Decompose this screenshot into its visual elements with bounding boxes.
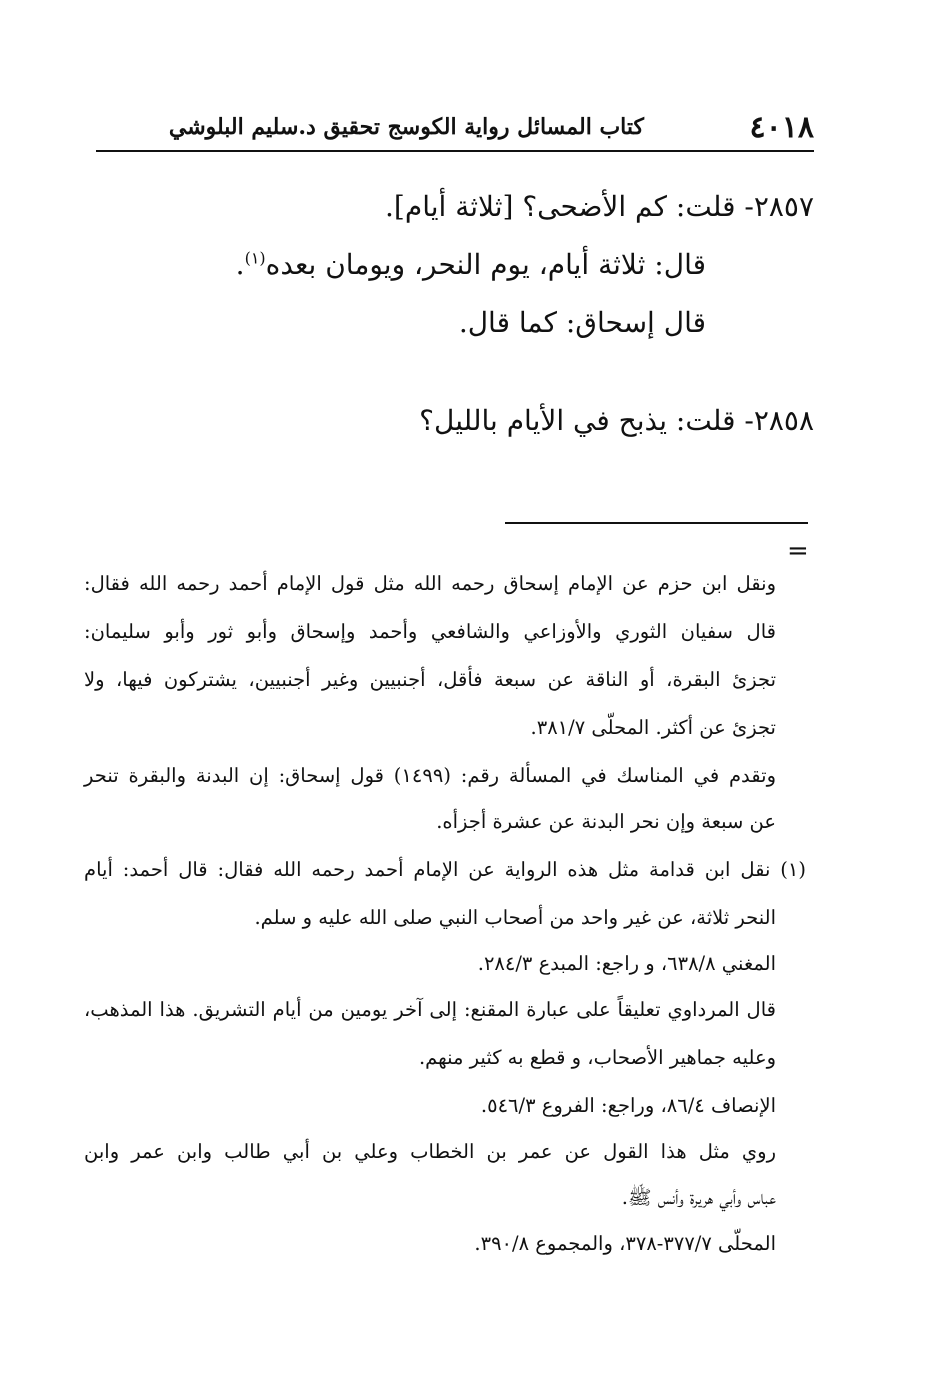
footnote-line: المغني ٦٣٨/٨، و راجع: المبدع ٢٨٤/٣. bbox=[477, 952, 776, 975]
ishaq-2857: قال إسحاق: كما قال. bbox=[458, 306, 706, 339]
running-title: كتاب المسائل رواية الكوسج تحقيق د.سليم البلوشي bbox=[168, 114, 644, 140]
footnote-line: ونقل ابن حزم عن الإمام إسحاق رحمه الله مثل قول الإمام أحمد رحمه الله فقال: bbox=[84, 572, 776, 595]
answer-2857-end: . bbox=[235, 248, 245, 281]
footnote-line: عن سبعة وإن نحر البدنة عن عشرة أجزأه. bbox=[436, 810, 776, 833]
footnote-line: النحر ثلاثة، عن غير واحد من أصحاب النبي صلى الله عليه و سلم. bbox=[254, 906, 776, 929]
footnote-line: تجزئ البقرة، أو الناقة عن سبعة فأقل، أجنبيين وغير أجنبيين، يشتركون فيها، ولا bbox=[84, 668, 776, 691]
footnote-line: روي مثل هذا القول عن عمر بن الخطاب وعلي بن أبي طالب وابن عمر وابن bbox=[84, 1140, 776, 1163]
answer-2857 bbox=[236, 248, 706, 281]
answer-2857-text: قال: ثلاثة أيام، يوم النحر، ويومان بعده bbox=[265, 248, 706, 281]
footnote-ref-1: (١) bbox=[244, 248, 266, 268]
footnote-continuation-mark: = bbox=[787, 536, 809, 566]
footnote-line: المحلّى ٣٧٧/٧-٣٧٨، والمجموع ٣٩٠/٨. bbox=[474, 1232, 776, 1255]
footnote-line: وعليه جماهير الأصحاب، و قطع به كثير منهم. bbox=[418, 1046, 776, 1069]
footnote-1-line: (١) نقل ابن قدامة مثل هذه الرواية عن الإمام أحمد رحمه الله فقال: قال أحمد: أيام bbox=[84, 858, 806, 881]
footnote-line: عباس وأبي هريرة وأنس ﷺ. bbox=[621, 1186, 776, 1209]
main-text bbox=[96, 0, 814, 500]
page-number: ٤٠١٨ bbox=[749, 110, 814, 145]
question-2857: ٢٨٥٧- قلت: كم الأضحى؟ [ثلاثة أيام]. bbox=[385, 190, 814, 223]
footnote-line: تجزئ عن أكثر. المحلّى ٣٨١/٧. bbox=[530, 716, 776, 739]
footnote-line: قال سفيان الثوري والأوزاعي والشافعي وأحمد وإسحاق وأبو ثور وأبو سليمان: bbox=[84, 620, 776, 643]
question-2858: ٢٨٥٨- قلت: يذبح في الأيام بالليل؟ bbox=[419, 404, 814, 437]
footnote-line: الإنصاف ٨٦/٤، وراجع: الفروع ٥٤٦/٣. bbox=[480, 1094, 776, 1117]
footnote-line: قال المرداوي تعليقاً على عبارة المقنع: إلى آخر يومين من أيام التشريق. هذا المذهب، bbox=[84, 998, 776, 1021]
footnote-separator bbox=[505, 522, 808, 524]
footnote-line: وتقدم في المناسك في المسألة رقم: (١٤٩٩) قول إسحاق: إن البدنة والبقرة تنحر bbox=[84, 764, 776, 787]
